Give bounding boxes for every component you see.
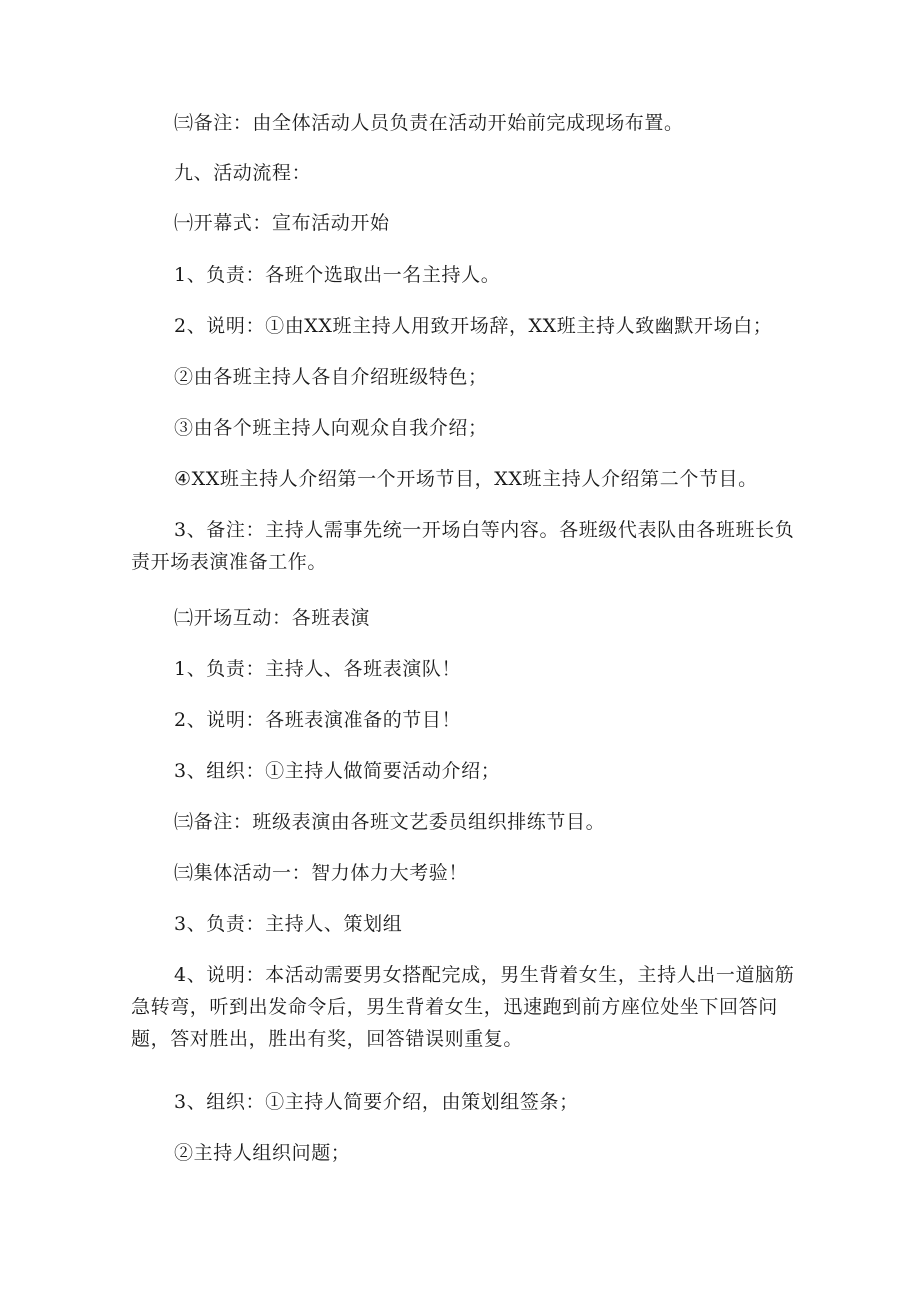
subsection-group-activity-one: ㈢集体活动一：智力体力大考验！ [174, 862, 469, 884]
opening-description-item-2: ②由各班主持人各自介绍班级特色； [174, 366, 488, 388]
subsection-opening-interaction: ㈡开场互动：各班表演 [174, 607, 371, 629]
interaction-responsible: 1、负责：主持人、各班表演队！ [174, 658, 462, 680]
group-activity-description: 4、说明：本活动需要男女搭配完成，男生背着女生，主持人出一道脑筋急转弯，听到出发命令后，男生背着女生，迅速跑到前方座位处坐下回答问题，答对胜出，胜出有奖，回答错误则重复。 [131, 964, 795, 1050]
interaction-organization: 3、组织：①主持人做简要活动介绍； [174, 760, 501, 782]
note-site-setup: ㈢备注：由全体活动人员负责在活动开始前完成现场布置。 [174, 112, 684, 134]
group-activity-organization-item-2: ②主持人组织问题； [174, 1142, 351, 1164]
subsection-opening-ceremony: ㈠开幕式：宣布活动开始 [174, 212, 390, 234]
opening-note: 3、备注：主持人需事先统一开场白等内容。各班级代表队由各班班长负责开场表演准备工作。 [131, 519, 795, 573]
group-activity-organization: 3、组织：①主持人简要介绍，由策划组签条； [174, 1091, 579, 1113]
opening-description-item-3: ③由各个班主持人向观众自我介绍； [174, 417, 488, 439]
interaction-description: 2、说明：各班表演准备的节目！ [174, 709, 462, 731]
group-activity-responsible: 3、负责：主持人、策划组 [174, 913, 403, 935]
section-heading-activity-flow: 九、活动流程： [174, 162, 312, 184]
opening-responsible: 1、负责：各班个选取出一名主持人。 [174, 264, 501, 286]
opening-description: 2、说明：①由XX班主持人用致开场辞，XX班主持人致幽默开场白； [174, 315, 773, 337]
opening-description-item-4: ④XX班主持人介绍第一个开场节目，XX班主持人介绍第二个节目。 [174, 468, 758, 490]
interaction-note: ㈢备注：班级表演由各班文艺委员组织排练节目。 [174, 811, 606, 833]
